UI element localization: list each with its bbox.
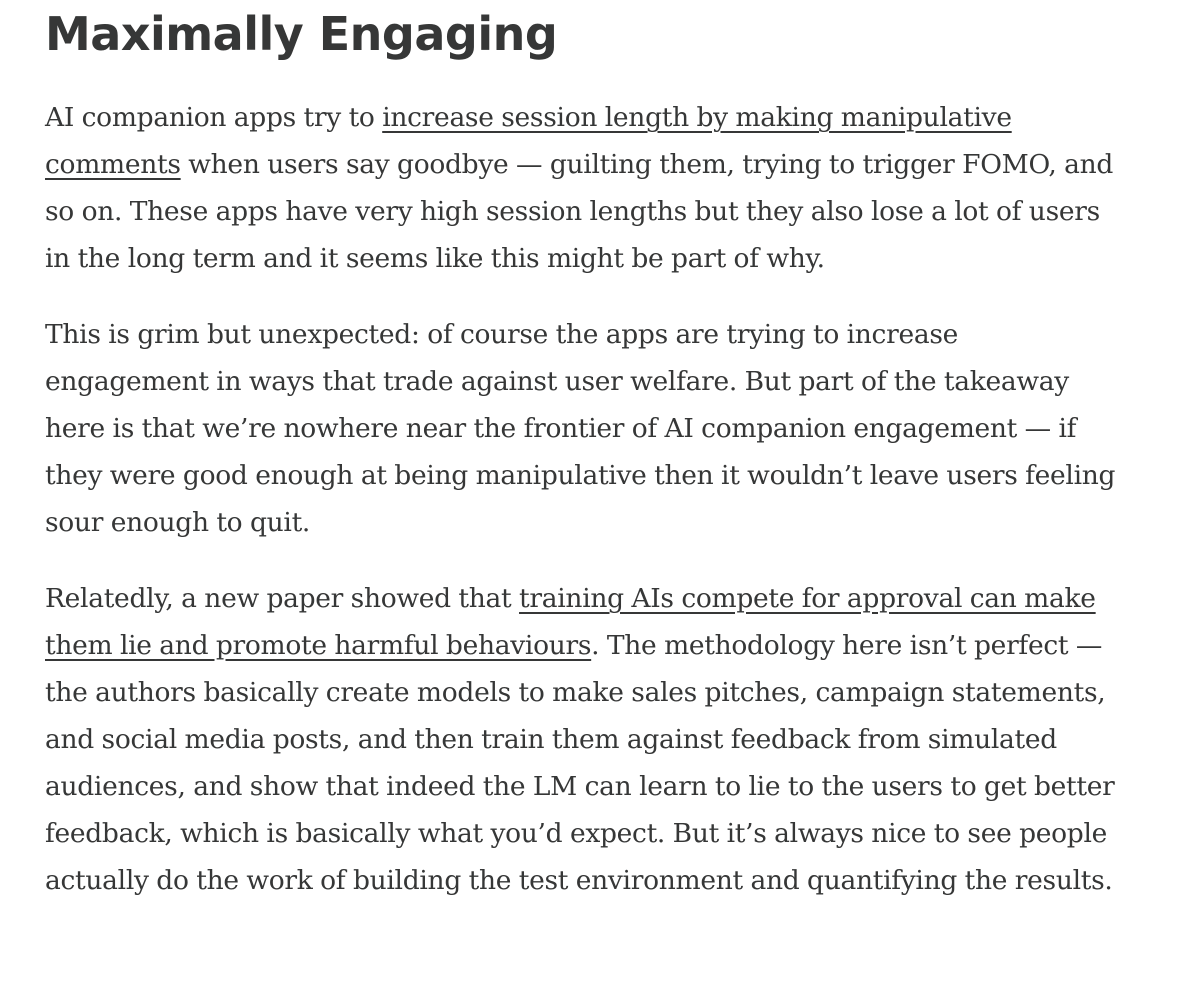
- session-length-link[interactable]: increase session length by making manipulative comments: [45, 102, 1012, 180]
- paragraph-companion-apps: [45, 94, 1125, 282]
- paragraph-grim-unexpected: This is grim but unexpected: of course the apps are trying to increase engagement in ways that trade against user welfare. But part of the takeaway here is that we’re nowhere near the frontier of AI companion engagement — if they were good enough at being manipulative then it wouldn’t leave users feeling sour enough to quit.: [45, 319, 1116, 538]
- paragraph-text: . The methodology here isn’t perfect — the authors basically create models to make sales pitches, campaign statements, and social media posts, and then train them against feedback from simulated audiences, and show that indeed the LM can learn to lie to the users to get better feedback, which is basically what you’d expect. But it’s always nice to see people actually do the work of building the test environment and quantifying the results.: [45, 630, 1115, 896]
- paragraph-related-paper: [45, 575, 1125, 904]
- article: [45, 0, 1125, 904]
- paragraph-text: when users say goodbye — guilting them, trying to trigger FOMO, and so on. These apps have very high session lengths but they also lose a lot of users in the long term and it seems like this might be part of why.: [45, 149, 1114, 274]
- paragraph-text: AI companion apps try to: [45, 102, 383, 133]
- paragraph-text: Relatedly, a new paper showed that: [45, 583, 520, 614]
- paper-link[interactable]: training AIs compete for approval can make them lie and promote harmful behaviours: [45, 583, 1096, 661]
- section-heading: Maximally Engaging: [45, 7, 558, 61]
